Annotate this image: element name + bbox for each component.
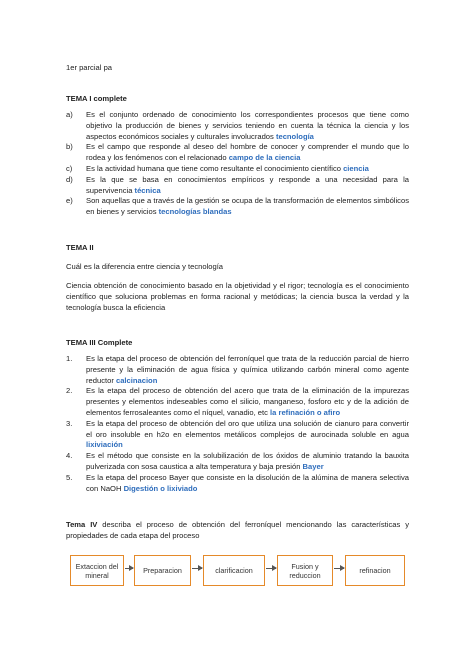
flow-step-preparacion: Preparacion [134, 555, 191, 586]
answer: calcinacion [115, 375, 158, 385]
list-item: 2. Es la etapa del proceso de obtención del acero que trata de la eliminación de la impurezas presentes y elementos indeseables como el silicio, manganeso, fosforo etc y de la adición de elementos ferrosaleantes como el níquel, vanadio, etc la refinación o afiro [66, 386, 409, 417]
arrow-right-icon [125, 568, 133, 569]
process-flow-diagram [70, 553, 410, 589]
tema2-question: Cuál es la diferencia entre ciencia y tecnología [66, 262, 224, 271]
tema3-list [66, 354, 409, 494]
arrow-right-icon [334, 568, 344, 569]
answer: Bayer [302, 461, 324, 471]
list-item: 5. Es la etapa del proceso Bayer que consiste en la disolución de la alúmina de manera selectiva con NaOH Digestión o lixiviado [66, 472, 409, 493]
arrow-right-icon [192, 568, 202, 569]
list-item: 1. Es la etapa del proceso de obtención del ferroníquel que trata de la reducción parcial de hierro presente y la eliminación de agua física y química utilizando carbón mineral como agente reductor calcinacion [66, 354, 409, 385]
tema4-label: Tema IV [66, 520, 98, 529]
answer: tecnología [275, 131, 314, 141]
tema3-title: TEMA III Complete [66, 338, 133, 347]
flow-step-refinacion: refinacion [345, 555, 405, 586]
list-item: a) Es el conjunto ordenado de conocimiento los correspondientes procesos que tiene como objetivo la producción de bienes y servicios teniendo en cuenta la técnica la ciencia y los aspectos económicos sociales y culturales involucrados tecnología [66, 110, 409, 141]
list-item: c) Es la actividad humana que tiene como resultante el conocimiento científico ciencia [66, 163, 369, 173]
list-item: b) Es el campo que responde al deseo del hombre de conocer y comprender el mundo que lo rodea y los fenómenos con el relacionado campo de la ciencia [66, 142, 409, 163]
list-item: e) Son aquellas que a través de la gestión se ocupa de la transformación de elementos simbólicos en bienes y servicios tecnologías blandas [66, 196, 409, 217]
flow-step-clarificacion: clarificacion [203, 555, 265, 586]
list-item: 4. Es el método que consiste en la solubilización de los óxidos de aluminio tratando la bauxita pulverizada con sosa caustica a alta temperatura y baja presión Bayer [66, 451, 409, 471]
tema2-answer: Ciencia obtención de conocimiento basado en la objetividad y el rigor; tecnología es el conocimiento científico que soluciona problemas en forma racional y metódicas; la ciencia busca la verdad y la tecnología busca la eficiencia [66, 281, 409, 312]
flow-step-extraccion: Extaccion del mineral [70, 555, 124, 586]
answer: tecnologías blandas [158, 207, 232, 217]
list-item: 3. Es la etapa del proceso de obtención del oro que utiliza una solución de cianuro para convertir el oro insoluble en h2o en elementos metálicos complejos de aurocinada soluble en agua lixiviación [66, 418, 409, 450]
answer: técnica [134, 185, 161, 195]
arrow-right-icon [266, 568, 276, 569]
answer: Digestión o lixiviado [123, 483, 198, 493]
answer: la refinación o afiro [270, 407, 341, 417]
document-header: 1er parcial pa [66, 63, 113, 72]
tema1-title: TEMA I complete [66, 94, 127, 103]
tema1-list [66, 110, 409, 218]
list-item: d) Es la que se basa en conocimientos empíricos y responde a una necesidad para la supervivencia técnica [66, 174, 409, 195]
tema2-title: TEMA II [66, 243, 94, 252]
tema4-paragraph: Tema IV describa el proceso de obtención del ferroníquel mencionando las características y propiedades de cada etapa del proceso [66, 520, 409, 540]
answer: ciencia [343, 163, 369, 173]
answer: lixiviación [86, 440, 123, 450]
answer: campo de la ciencia [228, 153, 301, 163]
flow-step-fusion: Fusion y reduccion [277, 555, 333, 586]
